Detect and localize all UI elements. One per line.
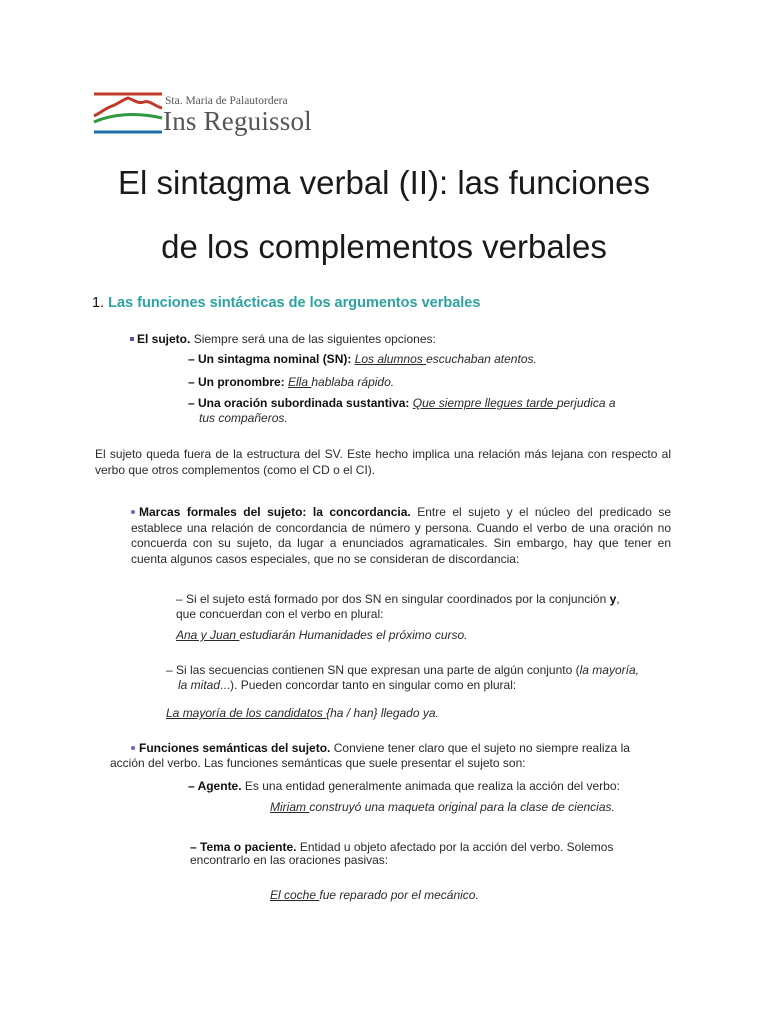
funciones-line1: [131, 741, 686, 755]
example-subject: La: [166, 706, 183, 720]
tema-text: Entidad u objeto afectado por la acción del verbo. Solemos: [299, 840, 614, 854]
example-rest: perjudica a: [556, 396, 616, 410]
case2-example: [166, 706, 439, 720]
example-rest: hablaba rápido.: [311, 375, 395, 389]
example-subject: Los alumnos: [354, 352, 427, 366]
case2-text: ...). Pueden concordar tanto en singular como en plural:: [220, 678, 517, 692]
logo-subtitle: Sta. Maria de Palautordera: [165, 95, 288, 107]
sujeto-option-subordinada: [188, 396, 616, 410]
example-rest: escuchaban atentos.: [426, 352, 537, 366]
case1-comma: ,: [616, 592, 620, 606]
agente-label: – Agente.: [188, 779, 242, 793]
section-heading-text: Las funciones sintácticas de los argumentos verbales: [108, 295, 481, 311]
option-label: – Un sintagma nominal (SN):: [188, 352, 352, 366]
example-rest: estudiarán Humanidades el próximo curso.: [239, 628, 468, 642]
funciones-line2: acción del verbo. Las funciones semánticas que suele presentar el sujeto son:: [110, 756, 526, 770]
round-bullet-icon: [131, 510, 135, 514]
page-title-line2: de los complementos verbales: [161, 228, 607, 265]
paragraph-sujeto-fuera: El sujeto queda fuera de la estructura del SV. Este hecho implica una relación más lejana con respecto al verbo que otros complementos (como el CD o el CI).: [95, 447, 671, 477]
example-subject: mayoría de los candidatos: [182, 706, 327, 720]
marcas-formales-paragraph: [131, 505, 671, 567]
example-subject: Ella: [288, 375, 312, 389]
funciones-text1: Conviene tener claro que el sujeto no siempre realiza la: [333, 741, 630, 755]
option-label: – Un pronombre:: [188, 375, 285, 389]
tema-label: – Tema o paciente.: [190, 840, 297, 854]
case2-italic: la mitad: [178, 678, 221, 692]
case2-line2: [178, 678, 516, 692]
agente-text: Es una entidad generalmente animada que realiza la acción del verbo:: [244, 779, 620, 793]
page-title-line1: El sintagma verbal (II): las funciones: [118, 164, 650, 201]
example-rest: construyó una maqueta original para la clase de ciencias.: [309, 800, 615, 814]
example-subject: Ana y Juan: [176, 628, 240, 642]
example-rest: {ha / han} llegado ya.: [326, 706, 439, 720]
tema-example: [270, 888, 479, 902]
case2-text: – Si las secuencias contienen SN que expresan una parte de algún conjunto (: [166, 663, 580, 677]
funciones-label: Funciones semánticas del sujeto.: [139, 741, 331, 755]
case1-line2: que concuerdan con el verbo en plural:: [176, 607, 384, 621]
marcas-text: Entre el sujeto y el núcleo del predicado se establece una relación de concordancia de número y persona. Cuando el verbo de una oración no concuerda con su sujeto, da lugar a enunciados agramaticales. Sin embargo, hay que tener en cuenta algunos casos especiales, que no se consideran de discordancia:: [131, 505, 671, 566]
agente-line: [188, 779, 620, 793]
tema-line2: encontrarlo en las oraciones pasivas:: [190, 853, 389, 867]
case1-example: [176, 628, 468, 642]
logo-green-stroke: [94, 115, 162, 122]
example-subject: El coche: [270, 888, 320, 902]
agente-example: [270, 800, 615, 814]
sujeto-label: El sujeto.: [137, 332, 191, 346]
example-subject: Que siempre llegues tarde: [412, 396, 557, 410]
square-bullet-icon: [130, 337, 134, 341]
option-label: – Una oración subordinada sustantiva:: [188, 396, 410, 410]
section-number: 1.: [92, 295, 105, 311]
sujeto-text: Siempre será una de las siguientes opciones:: [193, 332, 436, 346]
tema-line1: [190, 840, 686, 854]
case2-line1: [166, 663, 639, 677]
example-rest: fue reparado por el mecánico.: [319, 888, 479, 902]
logo-name: Ins Reguissol: [163, 106, 312, 136]
example-continuation: tus compañeros.: [199, 411, 288, 425]
case1-line1: [176, 592, 620, 606]
section-heading: [92, 295, 480, 311]
round-bullet-icon: [131, 746, 135, 750]
sujeto-option-subordinada-cont: [199, 411, 288, 425]
sujeto-option-sn: [188, 352, 537, 366]
sujeto-option-pronombre: [188, 375, 394, 389]
case1-conjunction: y: [609, 592, 617, 606]
case1-text: – Si el sujeto está formado por dos SN en singular coordinados por la conjunción: [176, 592, 607, 606]
marcas-label: Marcas formales del sujeto: la concordancia.: [139, 505, 411, 519]
sujeto-bullet: [130, 332, 436, 346]
example-subject: Miriam: [270, 800, 310, 814]
case2-italic: la mayoría,: [579, 663, 639, 677]
